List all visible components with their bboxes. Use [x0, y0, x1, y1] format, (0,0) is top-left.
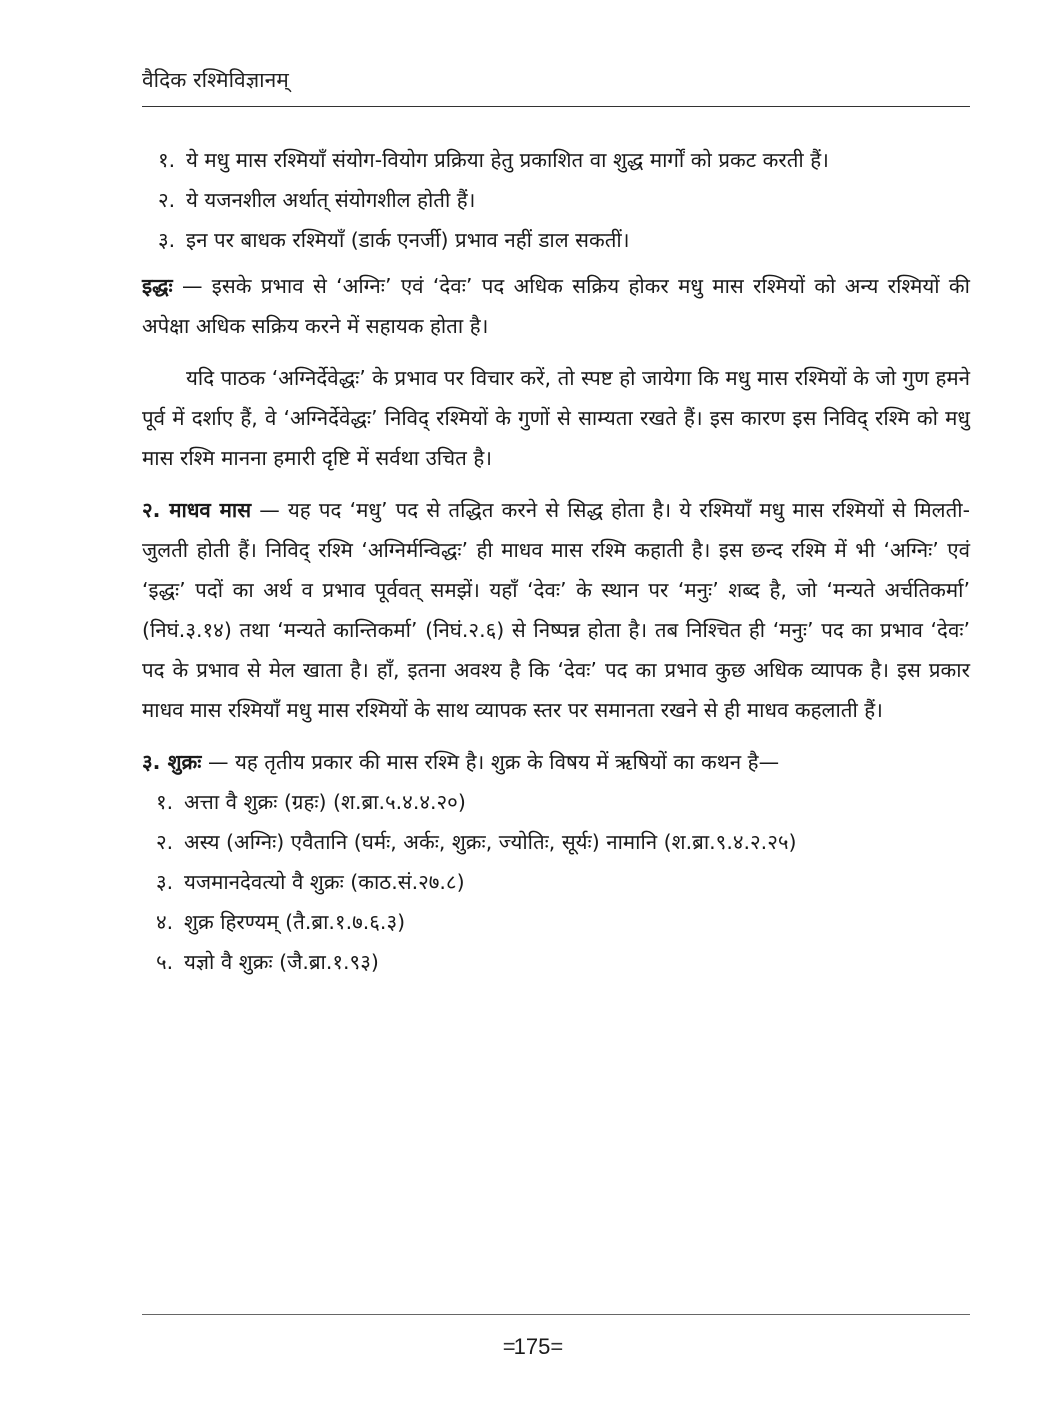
citation-text: यजमानदेवत्यो वै शुक्रः (काठ.सं.२७.८): [184, 870, 465, 894]
section-shukra-heading: ३. शुक्रः: [142, 750, 202, 774]
section-shukra: [142, 742, 970, 782]
section-madhava: [142, 490, 970, 730]
citation-number: २.: [156, 830, 174, 854]
list-item-text: ये मधु मास रश्मियाँ संयोग-वियोग प्रक्रिया हेतु प्रकाशित वा शुद्ध मार्गों को प्रकट करती हैं।: [186, 148, 829, 172]
paragraph-iddha-text: — इसके प्रभाव से ‘अग्निः’ एवं ‘देवः’ पद अधिक सक्रिय होकर मधु मास रश्मियों को अन्य रश्मियों की अपेक्षा अधिक सक्रिय करने में सहायक होता है।: [142, 274, 970, 338]
list-item-text: ये यजनशील अर्थात् संयोगशील होती हैं।: [186, 188, 476, 212]
page-footer: [0, 1334, 1064, 1360]
list-item: [142, 220, 970, 260]
citation-item: [142, 782, 970, 822]
paragraph-yadi-text: यदि पाठक ‘अग्निर्देवेद्धः’ के प्रभाव पर विचार करें, तो स्पष्ट हो जायेगा कि मधु मास रश्मियों के जो गुण हमने पूर्व में दर्शाए हैं, वे ‘अग्निर्देवेद्धः’ निविद् रश्मियों के गुणों से साम्यता रखते हैं। इस कारण इस निविद् रश्मि को मधु मास रश्मि मानना हमारी दृष्टि में सर्वथा उचित है।: [142, 366, 970, 470]
citation-item: [142, 902, 970, 942]
page-body: [142, 140, 970, 988]
list-item-text: इन पर बाधक रश्मियाँ (डार्क एनर्जी) प्रभाव नहीं डाल सकतीं।: [186, 228, 630, 252]
list-item-number: १.: [158, 148, 176, 172]
property-list: [142, 140, 970, 260]
list-item-number: ३.: [158, 228, 176, 252]
page-number-ornament-left: =: [502, 1334, 514, 1359]
citation-text: शुक्र हिरण्यम् (तै.ब्रा.१.७.६.३): [184, 910, 406, 934]
list-item: [142, 180, 970, 220]
footer-divider: [142, 1314, 970, 1315]
citation-item: [142, 862, 970, 902]
citation-item: [142, 822, 970, 862]
paragraph-iddha: [142, 266, 970, 346]
section-madhava-text: — यह पद ‘मधु’ पद से तद्धित करने से सिद्ध होता है। ये रश्मियाँ मधु मास रश्मियों से मिलती-जुलती होती हैं। निविद् रश्मि ‘अग्निर्मन्विद्धः’ ही माधव मास रश्मि कहाती है। इस छन्द रश्मि में भी ‘अग्निः’ एवं ‘इद्धः’ पदों का अर्थ व प्रभाव पूर्ववत् समझें। यहाँ ‘देवः’ के स्थान पर ‘मनुः’ शब्द है, जो ‘मन्यते अर्चतिकर्मा’ (निघं.३.१४) तथा ‘मन्यते कान्तिकर्मा’ (निघं.२.६) से निष्पन्न होता है। तब निश्चित ही ‘मनुः’ पद का प्रभाव ‘देवः’ पद के प्रभाव से मेल खाता है। हाँ, इतना अवश्य है कि ‘देवः’ पद का प्रभाव कुछ अधिक व्यापक है। इस प्रकार माधव मास रश्मियाँ मधु मास रश्मियों के साथ व्यापक स्तर पर समानता रखने से ही माधव कहलाती हैं।: [142, 498, 970, 722]
list-item: [142, 140, 970, 180]
citation-text: अत्ता वै शुक्रः (ग्रहः) (श.ब्रा.५.४.४.२०): [184, 790, 466, 814]
list-item-number: २.: [158, 188, 176, 212]
citation-item: [142, 942, 970, 982]
term-iddha: इद्धः: [142, 274, 173, 298]
section-madhava-heading: २. माधव मास: [142, 498, 252, 522]
citation-number: ५.: [156, 950, 174, 974]
citation-number: ४.: [156, 910, 174, 934]
page-number-ornament-right: =: [550, 1334, 562, 1359]
paragraph-yadi: [142, 358, 970, 478]
citation-number: ३.: [156, 870, 174, 894]
header-divider: [142, 106, 970, 107]
citation-list: [142, 782, 970, 982]
citation-text: अस्य (अग्निः) एवैतानि (घर्मः, अर्कः, शुक्रः, ज्योतिः, सूर्यः) नामानि (श.ब्रा.९.४.२.२५): [184, 830, 797, 854]
section-shukra-text: — यह तृतीय प्रकार की मास रश्मि है। शुक्र के विषय में ऋषियों का कथन है—: [201, 750, 780, 774]
citation-number: १.: [156, 790, 174, 814]
page-number: 175: [513, 1334, 551, 1359]
running-header: वैदिक रश्मिविज्ञानम्: [142, 68, 289, 92]
citation-text: यज्ञो वै शुक्रः (जै.ब्रा.१.९३): [184, 950, 379, 974]
